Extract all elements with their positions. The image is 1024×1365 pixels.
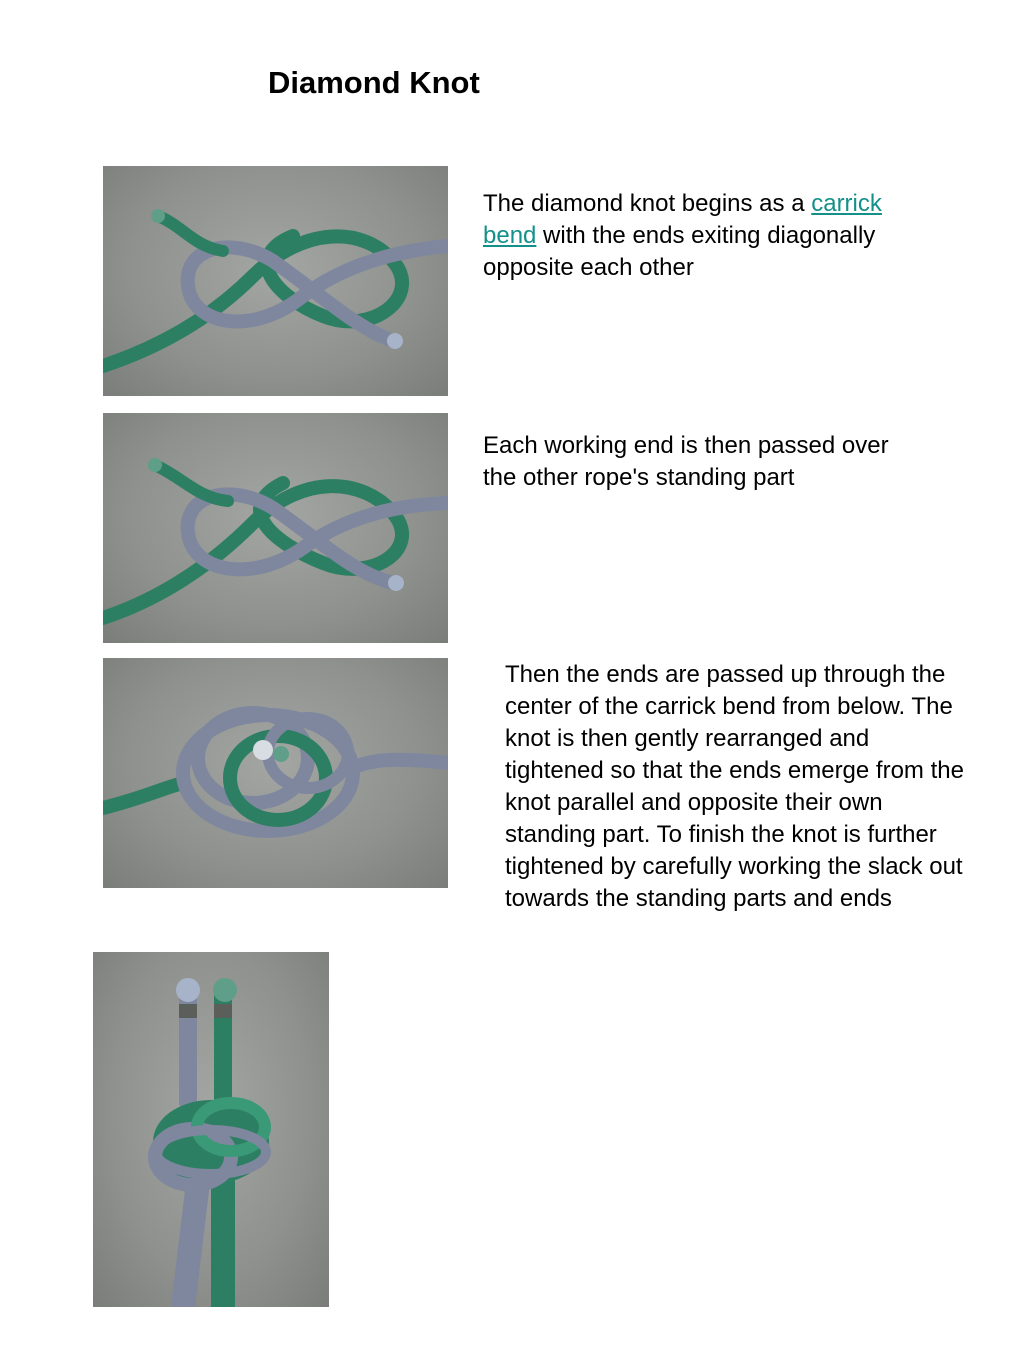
step-1-text-after: with the ends exiting diagonally opposite each other: [483, 222, 876, 281]
step-3-caption: Then the ends are passed up through the center of the carrick bend from below. The knot is then gently rearranged and tightened so that the ends emerge from the knot parallel and opposite their own standing part. To finish the knot is further tightened by carefully working the slack out towards the standing parts and ends: [505, 661, 964, 912]
ends-passed-over-photo: [103, 413, 448, 643]
step-2-caption: Each working end is then passed over the other rope's standing part: [483, 432, 889, 491]
carrick-bend-link[interactable]: carrick bend: [483, 190, 882, 249]
page-title: Diamond Knot: [268, 65, 480, 100]
ends-through-center-photo: [103, 658, 448, 888]
step-1-caption: [483, 188, 903, 284]
carrick-bend-photo: [103, 166, 448, 396]
finished-diamond-knot-photo: [93, 952, 329, 1307]
step-1-text-before: The diamond knot begins as a: [483, 190, 812, 217]
